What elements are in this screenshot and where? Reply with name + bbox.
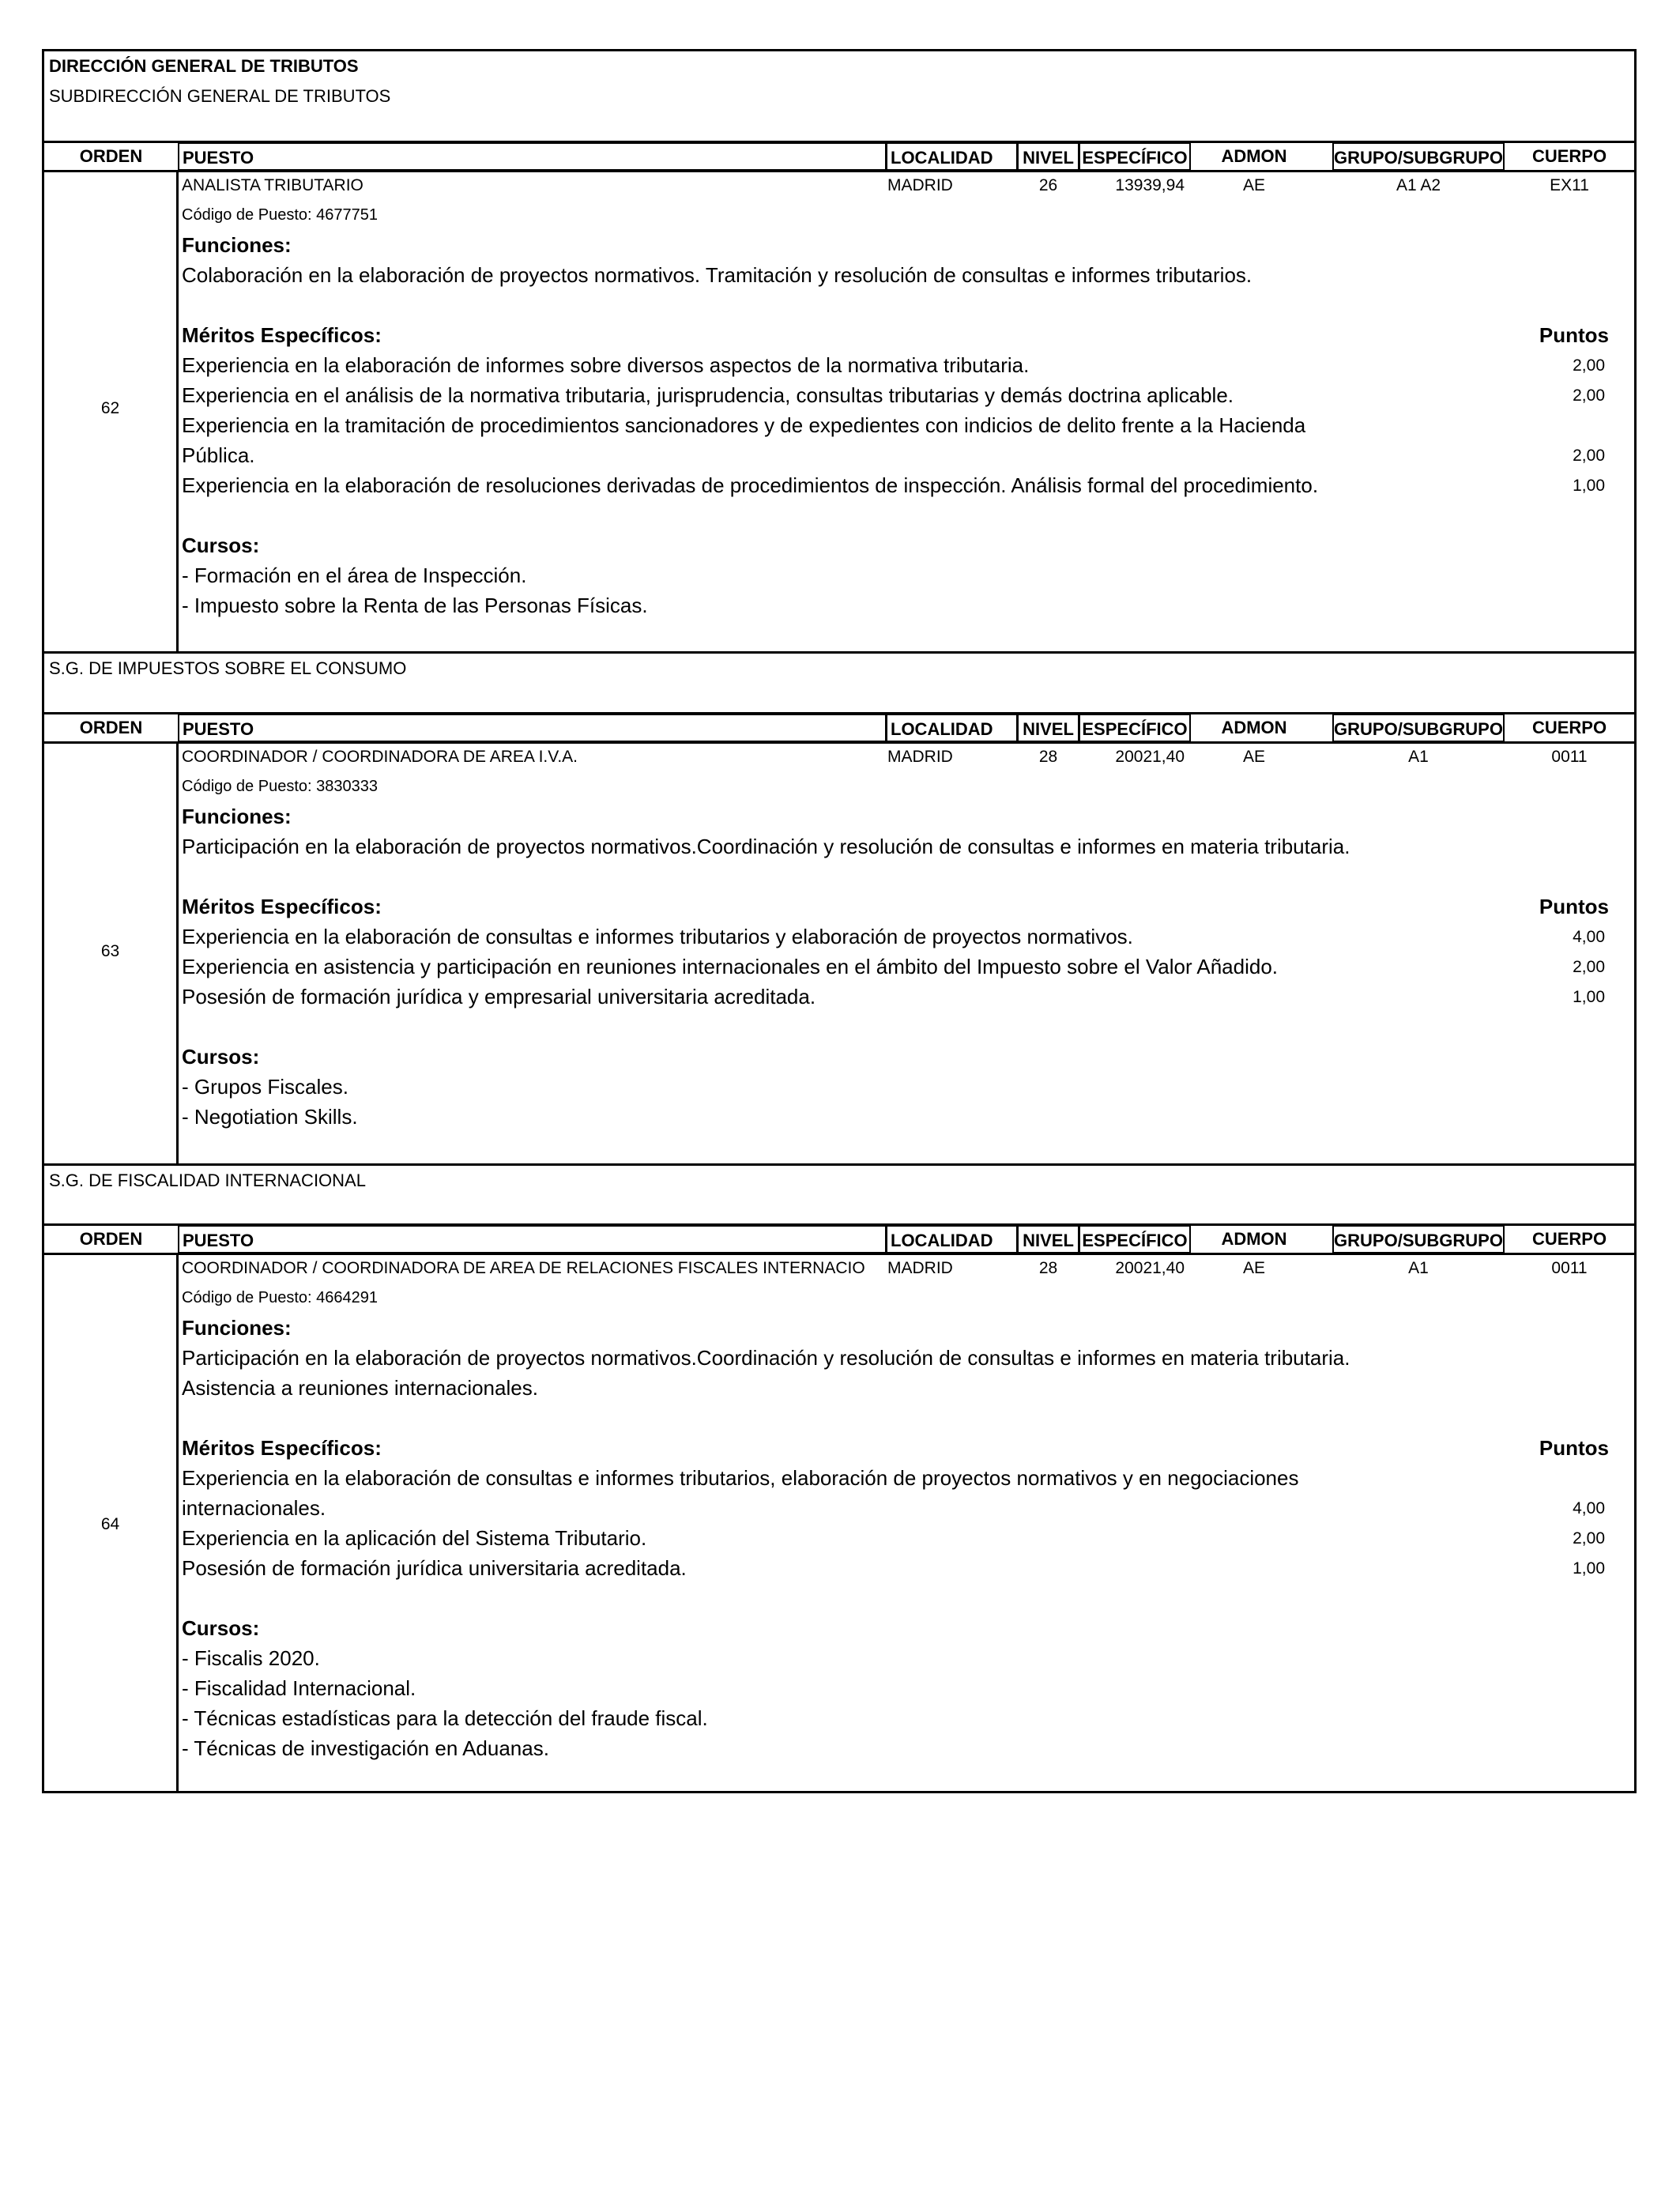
- col-nivel: NIVEL: [1017, 142, 1079, 171]
- funciones-line: Participación en la elaboración de proyectos normativos.Coordinación y resolución de consultas e informes en materia tributaria.: [182, 835, 1350, 858]
- col-admon: ADMON: [1221, 1229, 1287, 1249]
- curso-item: - Técnicas estadísticas para la detección del fraude fiscal.: [182, 1706, 708, 1730]
- meritos-label: Méritos Específicos:: [182, 1436, 382, 1460]
- grupo-value: A1 A2: [1396, 176, 1441, 194]
- admon-value: AE: [1242, 1259, 1265, 1277]
- divider: [44, 1163, 1634, 1166]
- nivel-value: 26: [1038, 176, 1058, 194]
- merito-line: Pública.: [182, 443, 255, 467]
- cursos-label: Cursos:: [182, 1616, 260, 1640]
- document-frame: [42, 49, 1637, 1793]
- cuerpo-value: EX11: [1550, 176, 1589, 194]
- col-especifico: ESPECÍFICO: [1079, 1225, 1191, 1253]
- cuerpo-value: 0011: [1551, 1259, 1588, 1277]
- codigo-puesto: Código de Puesto: 3830333: [182, 778, 378, 795]
- divider: [44, 1253, 1634, 1255]
- curso-item: - Negotiation Skills.: [182, 1105, 358, 1129]
- merito-line: Experiencia en el análisis de la normativa tributaria, jurisprudencia, consultas tributarias y demás doctrina aplicable.: [182, 383, 1234, 407]
- funciones-line: Asistencia a reuniones internacionales.: [182, 1376, 538, 1400]
- merito-puntos: 1,00: [1573, 988, 1605, 1006]
- col-grupo: GRUPO/SUBGRUPO: [1332, 142, 1505, 171]
- puesto-name: ANALISTA TRIBUTARIO: [182, 176, 363, 194]
- col-puesto: PUESTO: [178, 142, 887, 171]
- col-nivel: NIVEL: [1017, 714, 1079, 742]
- codigo-puesto: Código de Puesto: 4677751: [182, 206, 378, 224]
- col-cuerpo: CUERPO: [1531, 718, 1607, 737]
- curso-item: - Impuesto sobre la Renta de las Personas Físicas.: [182, 594, 648, 617]
- merito-line: Experiencia en la elaboración de consultas e informes tributarios, elaboración de proyectos normativos y en negociaciones: [182, 1466, 1299, 1490]
- meritos-label: Méritos Específicos:: [182, 895, 382, 918]
- section-title: S.G. DE IMPUESTOS SOBRE EL CONSUMO: [49, 658, 407, 678]
- merito-puntos: 2,00: [1573, 356, 1605, 375]
- col-orden: ORDEN: [79, 1229, 143, 1249]
- puesto-name: COORDINADOR / COORDINADORA DE AREA DE RELACIONES FISCALES INTERNACIO: [182, 1259, 865, 1277]
- merito-puntos: 2,00: [1573, 1529, 1605, 1547]
- col-puesto: PUESTO: [178, 1225, 887, 1253]
- divider: [44, 170, 1634, 172]
- col-puesto: PUESTO: [178, 714, 887, 742]
- curso-item: - Formación en el área de Inspección.: [182, 564, 527, 587]
- col-localidad: LOCALIDAD: [886, 142, 1018, 171]
- orden-number: 63: [100, 942, 120, 960]
- merito-line: Experiencia en asistencia y participación en reuniones internacionales en el ámbito del Impuesto sobre el Valor Añadido.: [182, 955, 1279, 978]
- funciones-label: Funciones:: [182, 233, 292, 257]
- col-orden: ORDEN: [79, 146, 143, 166]
- merito-puntos: 2,00: [1573, 958, 1605, 976]
- merito-line: Experiencia en la elaboración de consultas e informes tributarios y elaboración de proyectos normativos.: [182, 925, 1133, 948]
- puntos-label: Puntos: [1539, 1436, 1609, 1460]
- col-grupo: GRUPO/SUBGRUPO: [1332, 714, 1505, 742]
- col-grupo: GRUPO/SUBGRUPO: [1332, 1225, 1505, 1253]
- localidad-value: MADRID: [887, 1259, 953, 1277]
- merito-puntos: 4,00: [1573, 928, 1605, 946]
- grupo-value: A1: [1408, 748, 1429, 766]
- nivel-value: 28: [1038, 748, 1058, 766]
- admon-value: AE: [1242, 176, 1265, 194]
- curso-item: - Fiscalis 2020.: [182, 1646, 320, 1670]
- funciones-line: Participación en la elaboración de proyectos normativos.Coordinación y resolución de consultas e informes en materia tributaria.: [182, 1346, 1350, 1370]
- merito-line: Posesión de formación jurídica universitaria acreditada.: [182, 1556, 687, 1580]
- column-divider: [176, 170, 179, 651]
- funciones-label: Funciones:: [182, 1316, 292, 1340]
- col-orden: ORDEN: [79, 718, 143, 737]
- merito-puntos: 1,00: [1573, 1559, 1605, 1578]
- page-title: DIRECCIÓN GENERAL DE TRIBUTOS: [49, 56, 359, 76]
- curso-item: - Técnicas de investigación en Aduanas.: [182, 1736, 549, 1760]
- col-admon: ADMON: [1221, 146, 1287, 166]
- merito-puntos: 2,00: [1573, 386, 1605, 405]
- orden-number: 62: [100, 399, 120, 417]
- puntos-label: Puntos: [1539, 895, 1609, 918]
- col-especifico: ESPECÍFICO: [1079, 714, 1191, 742]
- divider: [44, 741, 1634, 744]
- curso-item: - Grupos Fiscales.: [182, 1075, 348, 1099]
- especifico-value: 20021,40: [1115, 1259, 1185, 1277]
- col-cuerpo: CUERPO: [1531, 146, 1607, 166]
- merito-line: Posesión de formación jurídica y empresarial universitaria acreditada.: [182, 985, 816, 1008]
- col-admon: ADMON: [1221, 718, 1287, 737]
- col-especifico: ESPECÍFICO: [1079, 142, 1191, 171]
- merito-line: Experiencia en la elaboración de resoluciones derivadas de procedimientos de inspección. Análisis formal del procedimiento.: [182, 473, 1319, 497]
- orden-number: 64: [100, 1515, 120, 1533]
- puntos-label: Puntos: [1539, 323, 1609, 347]
- merito-line: Experiencia en la aplicación del Sistema Tributario.: [182, 1526, 647, 1550]
- admon-value: AE: [1242, 748, 1265, 766]
- merito-puntos: 2,00: [1573, 447, 1605, 465]
- merito-puntos: 1,00: [1573, 477, 1605, 495]
- funciones-label: Funciones:: [182, 805, 292, 828]
- col-localidad: LOCALIDAD: [886, 714, 1018, 742]
- nivel-value: 28: [1038, 1259, 1058, 1277]
- column-divider: [176, 1253, 179, 1793]
- cuerpo-value: 0011: [1551, 748, 1588, 766]
- puesto-name: COORDINADOR / COORDINADORA DE AREA I.V.A.: [182, 748, 578, 766]
- col-localidad: LOCALIDAD: [886, 1225, 1018, 1253]
- funciones-line: Colaboración en la elaboración de proyectos normativos. Tramitación y resolución de consultas e informes tributarios.: [182, 263, 1252, 287]
- col-nivel: NIVEL: [1017, 1225, 1079, 1253]
- merito-puntos: 4,00: [1573, 1499, 1605, 1517]
- page-subtitle: SUBDIRECCIÓN GENERAL DE TRIBUTOS: [49, 86, 391, 106]
- merito-line: internacionales.: [182, 1496, 326, 1520]
- column-divider: [176, 741, 179, 1163]
- section-title: S.G. DE FISCALIDAD INTERNACIONAL: [49, 1171, 366, 1190]
- merito-line: Experiencia en la tramitación de procedimientos sancionadores y de expedientes con indicios de delito frente a la Hacienda: [182, 413, 1306, 437]
- localidad-value: MADRID: [887, 748, 953, 766]
- cursos-label: Cursos:: [182, 1045, 260, 1069]
- codigo-puesto: Código de Puesto: 4664291: [182, 1289, 378, 1306]
- localidad-value: MADRID: [887, 176, 953, 194]
- especifico-value: 20021,40: [1115, 748, 1185, 766]
- merito-line: Experiencia en la elaboración de informes sobre diversos aspectos de la normativa tributaria.: [182, 353, 1030, 377]
- meritos-label: Méritos Específicos:: [182, 323, 382, 347]
- cursos-label: Cursos:: [182, 533, 260, 557]
- col-cuerpo: CUERPO: [1531, 1229, 1607, 1249]
- grupo-value: A1: [1408, 1259, 1429, 1277]
- especifico-value: 13939,94: [1115, 176, 1185, 194]
- curso-item: - Fiscalidad Internacional.: [182, 1676, 416, 1700]
- divider: [44, 651, 1634, 654]
